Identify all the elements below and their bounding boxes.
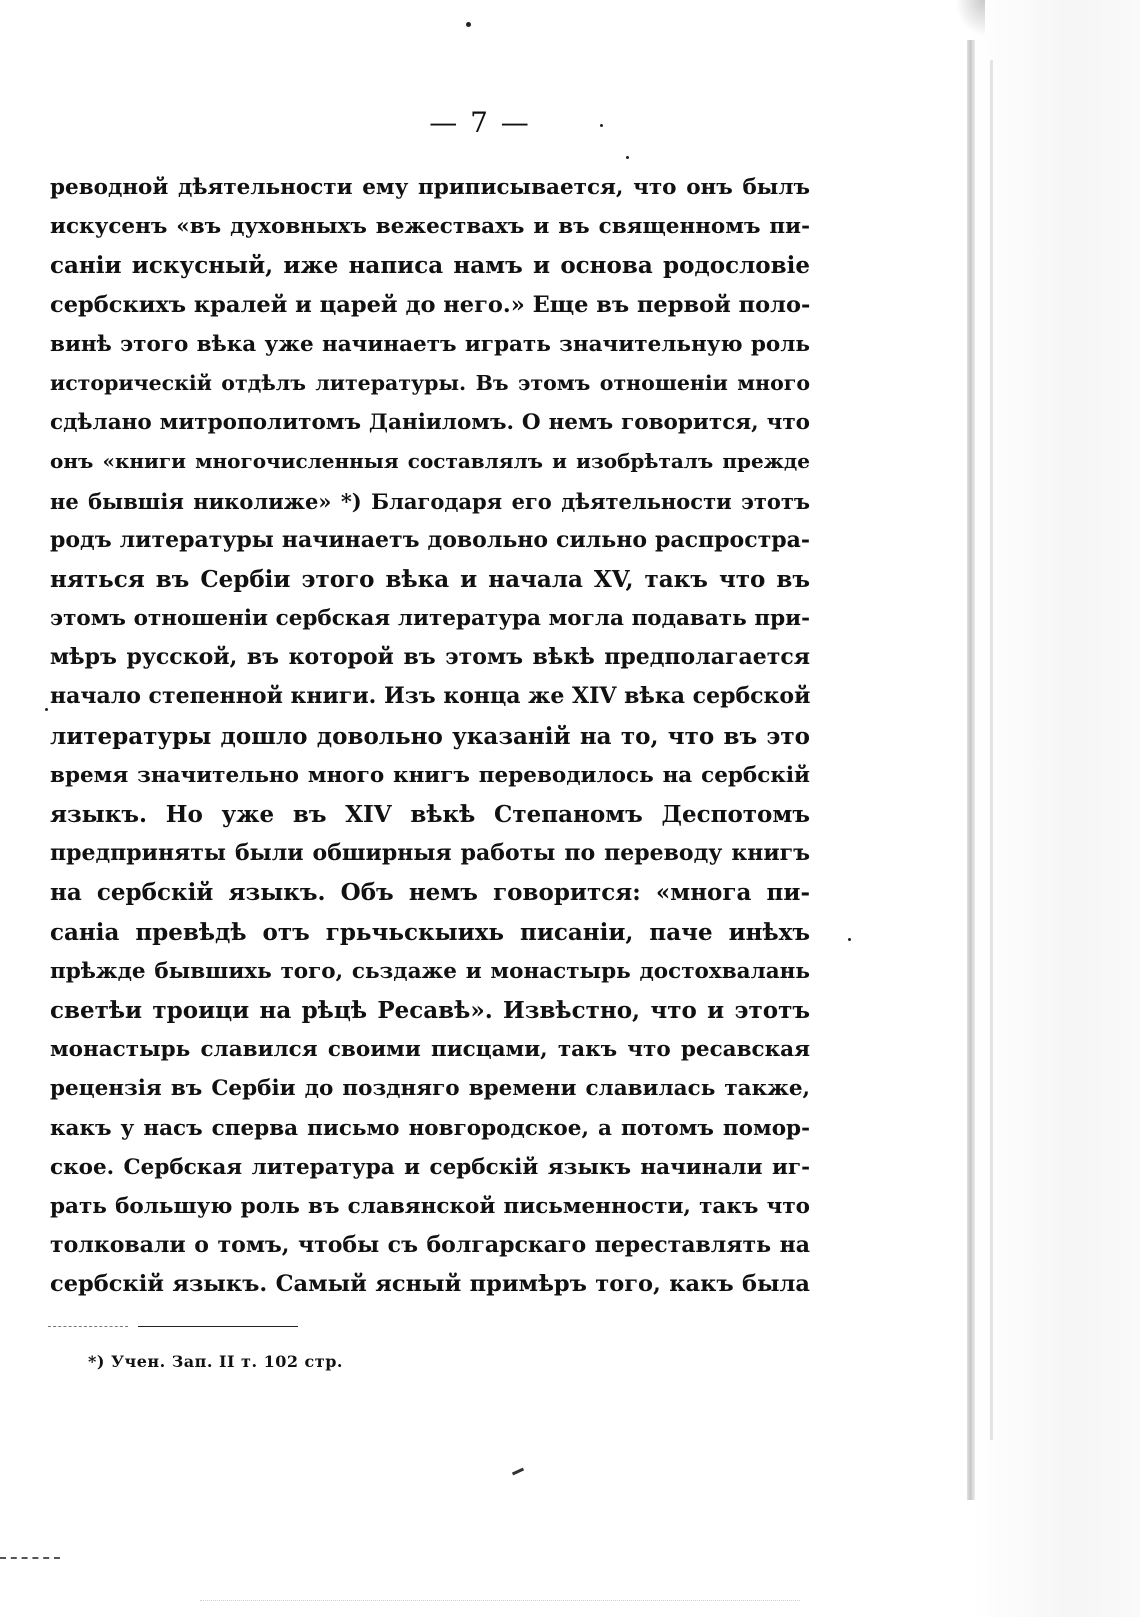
ink-speck xyxy=(45,708,48,711)
corner-scan-mark xyxy=(955,0,985,36)
page-edge-shadow xyxy=(970,0,1140,1617)
text-line: ское. Сербская литература и сербскій языкъ начинали иг- xyxy=(50,1154,810,1180)
text-line: винѣ этого вѣка уже начинаетъ играть значительную роль xyxy=(50,331,810,357)
scan-faint-line xyxy=(200,1600,800,1601)
text-line: сербскій языкъ. Самый ясный примѣръ того, какъ была xyxy=(50,1271,810,1298)
footnote-rule xyxy=(138,1326,298,1327)
page-number: — 7 — xyxy=(429,106,531,139)
text-line: рать большую роль въ славянской письменности, такъ что xyxy=(50,1193,810,1219)
footnote-rule-dashed xyxy=(48,1326,128,1327)
footnote: *) Учен. Зап. II т. 102 стр. xyxy=(88,1352,343,1371)
text-line: реводной дѣятельности ему приписывается, что онъ былъ xyxy=(50,175,810,200)
ink-mark xyxy=(512,1468,524,1476)
ink-speck xyxy=(626,156,629,159)
scan-smudge xyxy=(0,1557,60,1559)
text-line: историческій отдѣлъ литературы. Въ этомъ отношеніи много xyxy=(50,370,810,395)
text-line: этомъ отношеніи сербская литература могла подавать при- xyxy=(50,606,810,632)
text-line: прѣжде бывшихь того, сьздаже и монастырь достохвалань xyxy=(50,958,810,984)
ink-speck xyxy=(466,22,471,27)
text-line: на сербскій языкъ. Объ немъ говорится: «многа пи- xyxy=(50,879,810,907)
text-line: саніа превѣдѣ отъ грьчьскыихь писаніи, паче инѣхъ xyxy=(50,918,810,946)
text-line: языкъ. Но уже въ XIV вѣкѣ Степаномъ Деспотомъ xyxy=(50,801,810,828)
text-line: родъ литературы начинаетъ довольно сильно распростра- xyxy=(50,526,810,553)
text-line: не бывшія николиже» *) Благодаря его дѣятельности этотъ xyxy=(50,488,810,514)
text-line: время значительно много книгъ переводилось на сербскій xyxy=(50,762,810,788)
text-line: искусенъ «въ духовныхъ вежествахъ и въ священномъ пи- xyxy=(50,214,810,240)
page-binding-edge xyxy=(967,40,975,1500)
text-line: предприняты были обширныя работы по переводу книгъ xyxy=(50,840,810,867)
text-line: онъ «книги многочисленныя составлялъ и изобрѣталъ прежде xyxy=(50,449,810,474)
text-line: светѣи троици на рѣцѣ Ресавѣ». Извѣстно, что и этотъ xyxy=(50,996,810,1024)
text-line: рецензія въ Сербіи до поздняго времени славилась также, xyxy=(50,1076,810,1102)
page-edge-faint-line xyxy=(990,60,993,1440)
text-line: няться въ Сербіи этого вѣка и начала XV, такъ что въ xyxy=(50,565,810,593)
text-line: мѣръ русской, въ которой въ этомъ вѣкѣ предполагается xyxy=(50,644,810,671)
text-line: начало степенной книги. Изъ конца же XIV вѣка сербской xyxy=(50,683,810,710)
text-line: какъ у насъ сперва письмо новгородское, а потомъ помор- xyxy=(50,1115,810,1141)
body-text xyxy=(50,168,810,1304)
text-line: монастырь славился своими писцами, такъ что ресавская xyxy=(50,1037,810,1063)
text-line: сербскихъ кралей и царей до него.» Еще въ первой поло- xyxy=(50,291,810,318)
text-line: литературы дошло довольно указаній на то, что въ это xyxy=(50,722,810,750)
ink-speck xyxy=(848,938,851,941)
text-line: толковали о томъ, чтобы съ болгарскаго переставлять на xyxy=(50,1232,810,1259)
text-line: сдѣлано митрополитомъ Даніиломъ. О немъ говорится, что xyxy=(50,410,810,436)
text-line: саніи искусный, иже написа намъ и основа родословіе xyxy=(50,252,810,280)
